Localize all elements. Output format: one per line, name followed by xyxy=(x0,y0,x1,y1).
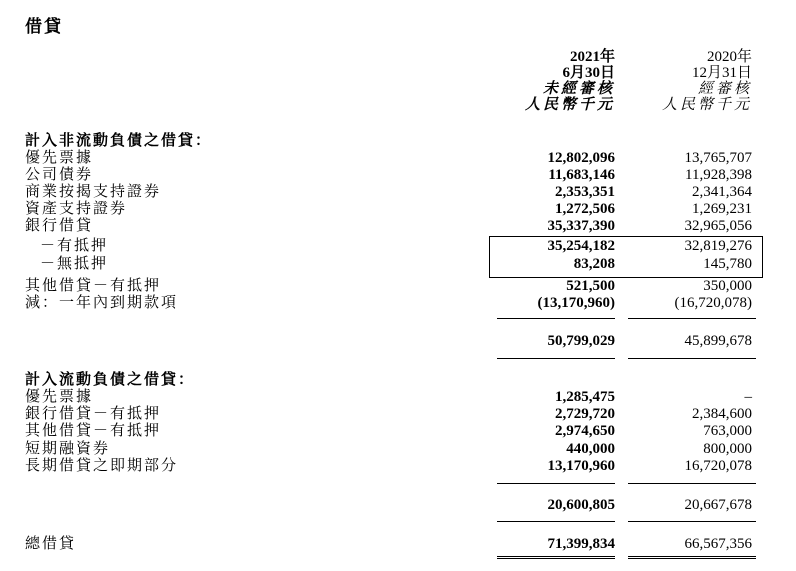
table-row xyxy=(0,201,796,218)
row-label: 優先票據 xyxy=(25,150,94,166)
row-label: 銀行借貸 xyxy=(25,218,94,234)
row-value-current: 12,802,096 xyxy=(547,150,615,166)
total-current: 71,399,834 xyxy=(547,536,615,552)
row-value-current: 2,353,351 xyxy=(555,184,615,200)
table-row xyxy=(0,406,796,423)
page-title: 借貸 xyxy=(25,17,63,36)
noncurrent-heading-row xyxy=(0,133,796,150)
row-value-current: 1,285,475 xyxy=(555,389,615,405)
subtotal-rule xyxy=(628,318,756,319)
table-row xyxy=(0,184,796,201)
header-previous-unit: 人民幣千元 xyxy=(661,97,752,113)
row-label: 商業按揭支持證券 xyxy=(25,184,162,200)
row-value-previous: 145,780 xyxy=(703,256,752,272)
header-previous-date: 12月31日 xyxy=(691,65,752,81)
header-current-period xyxy=(525,49,615,113)
row-value-current: 2,974,650 xyxy=(555,423,615,439)
subtotal-rule xyxy=(628,358,756,359)
subtotal-current: 20,600,805 xyxy=(547,497,615,513)
table-row xyxy=(0,218,796,235)
row-value-current: 35,254,182 xyxy=(547,238,615,254)
header-current-unit: 人民幣千元 xyxy=(524,97,615,113)
table-row xyxy=(0,458,796,475)
subtotal-previous: 20,667,678 xyxy=(684,497,752,513)
row-label: －無抵押 xyxy=(40,256,109,272)
header-current-year: 2021年 xyxy=(569,49,615,65)
table-row xyxy=(0,423,796,440)
subtotal-previous: 45,899,678 xyxy=(684,333,752,349)
row-value-previous: – xyxy=(744,389,752,405)
subtotal-rule xyxy=(628,521,756,522)
row-value-previous: (16,720,078) xyxy=(674,295,752,311)
subtotal-rule xyxy=(497,358,615,359)
header-previous-period xyxy=(662,49,752,113)
total-row xyxy=(0,536,796,553)
row-value-previous: 1,269,231 xyxy=(692,201,752,217)
row-value-current: 13,170,960 xyxy=(547,458,615,474)
row-label: 短期融資券 xyxy=(25,441,111,457)
row-label: 公司債券 xyxy=(25,167,94,183)
current-subtotal-row xyxy=(0,497,796,514)
table-row xyxy=(0,295,796,312)
row-value-current: 2,729,720 xyxy=(555,406,615,422)
table-row xyxy=(0,441,796,458)
total-double-rule xyxy=(628,556,756,559)
header-previous-year: 2020年 xyxy=(706,49,752,65)
table-row xyxy=(0,238,796,255)
row-value-current: (13,170,960) xyxy=(537,295,615,311)
current-heading-row xyxy=(0,372,796,389)
row-label: 銀行借貸－有抵押 xyxy=(25,406,162,422)
noncurrent-subtotal-row xyxy=(0,333,796,350)
row-value-previous: 2,341,364 xyxy=(692,184,752,200)
subtotal-rule xyxy=(628,483,756,484)
subtotal-rule xyxy=(497,483,615,484)
subtotal-current: 50,799,029 xyxy=(547,333,615,349)
row-value-previous: 16,720,078 xyxy=(684,458,752,474)
row-label: 優先票據 xyxy=(25,389,94,405)
row-label: 長期借貸之即期部分 xyxy=(25,458,179,474)
table-row xyxy=(0,389,796,406)
row-label: 資產支持證券 xyxy=(25,201,128,217)
header-previous-audit: 經審核 xyxy=(697,81,752,97)
table-row xyxy=(0,167,796,184)
table-row xyxy=(0,256,796,273)
row-value-current: 35,337,390 xyxy=(547,218,615,234)
noncurrent-heading: 計入非流動負債之借貸： xyxy=(25,133,213,149)
header-current-audit: 未經審核 xyxy=(542,81,615,97)
subtotal-rule xyxy=(497,318,615,319)
row-value-current: 521,500 xyxy=(566,278,615,294)
row-value-current: 440,000 xyxy=(566,441,615,457)
row-value-previous: 763,000 xyxy=(703,423,752,439)
row-value-previous: 350,000 xyxy=(703,278,752,294)
total-label: 總借貸 xyxy=(25,536,77,552)
row-label: －有抵押 xyxy=(40,238,109,254)
row-value-previous: 2,384,600 xyxy=(692,406,752,422)
current-heading: 計入流動負債之借貸： xyxy=(25,372,196,388)
total-previous: 66,567,356 xyxy=(684,536,752,552)
subtotal-rule xyxy=(497,521,615,522)
row-value-current: 1,272,506 xyxy=(555,201,615,217)
row-value-previous: 13,765,707 xyxy=(684,150,752,166)
row-label: 減：一年內到期款項 xyxy=(25,295,179,311)
row-label: 其他借貸－有抵押 xyxy=(25,278,162,294)
table-row xyxy=(0,150,796,167)
row-value-current: 11,683,146 xyxy=(548,167,615,183)
total-double-rule xyxy=(497,556,615,559)
row-label: 其他借貸－有抵押 xyxy=(25,423,162,439)
row-value-current: 83,208 xyxy=(573,256,615,272)
row-value-previous: 32,965,056 xyxy=(684,218,752,234)
row-value-previous: 11,928,398 xyxy=(685,167,752,183)
row-value-previous: 32,819,276 xyxy=(684,238,752,254)
header-current-date: 6月30日 xyxy=(562,65,615,81)
row-value-previous: 800,000 xyxy=(703,441,752,457)
table-row xyxy=(0,278,796,295)
